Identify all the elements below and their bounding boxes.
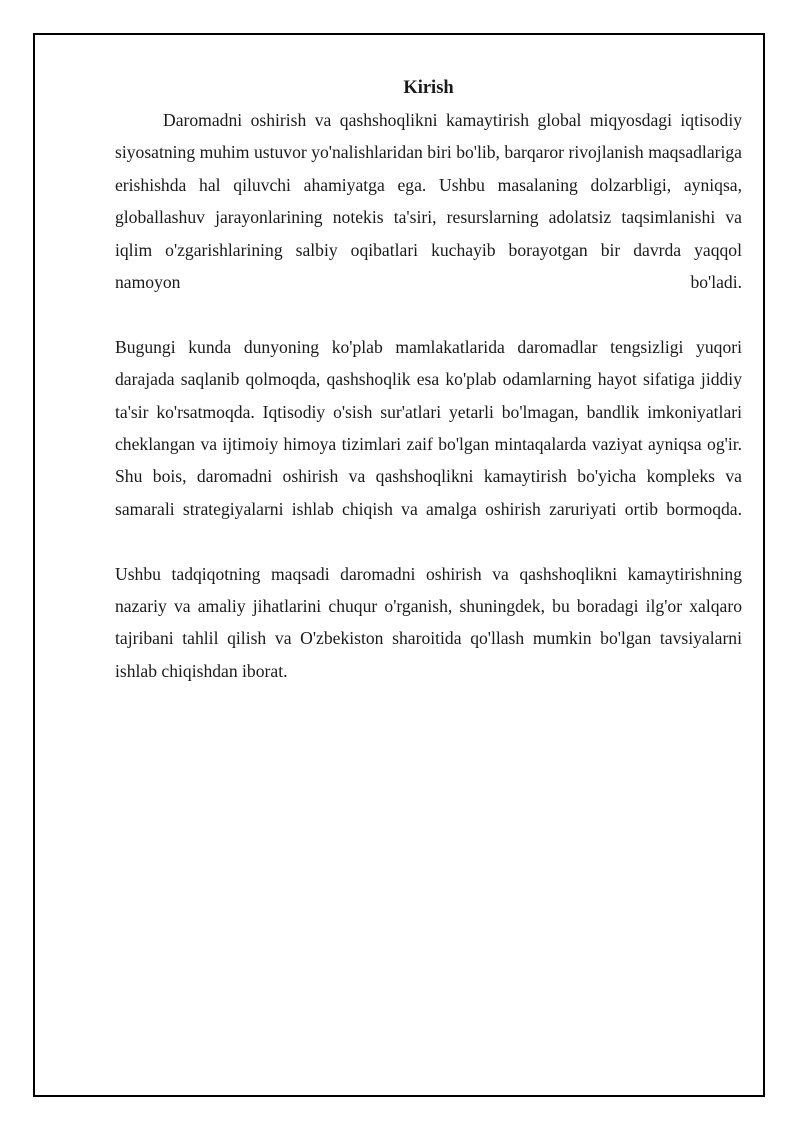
paragraph-spacer: [115, 298, 742, 330]
document-body: [115, 72, 742, 687]
document-title: Kirish: [403, 78, 454, 98]
paragraph-3: Ushbu tadqiqotning maqsadi daromadni oshirish va qashshoqlikni kamaytirishning nazariy va amaliy jihatlarini chuqur o'rganish, shuningdek, bu boradagi ilg'or xalqaro tajribani tahlil qilish va O'zbekiston sharoitida qo'llash mumkin bo'lgan tavsiyalarni ishlab chiqishdan iborat.: [115, 563, 742, 681]
paragraph-spacer: [115, 525, 742, 557]
paragraph-1: Daromadni oshirish va qashshoqlikni kamaytirish global miqyosdagi iqtisodiy siyosatning muhim ustuvor yo'nalishlaridan biri bo'lib, barqaror rivojlanish maqsadlariga erishishda hal qiluvchi ahamiyatga ega. Ushbu masalaning dolzarbligi, ayniqsa, globallashuv jarayonlarining notekis ta'siri, resurslarning adolatsiz taqsimlanishi va iqlim o'zgarishlarining salbiy oqibatlari kuchayib borayotgan bir davrda yaqqol namoyon bo'ladi.: [115, 110, 742, 293]
paragraph-2: Bugungi kunda dunyoning ko'plab mamlakatlarida daromadlar tengsizligi yuqori darajada saqlanib qolmoqda, qashshoqlik esa ko'plab odamlarning hayot sifatiga jiddiy ta'sir ko'rsatmoqda. Iqtisodiy o'sish sur'atlari yetarli bo'lmagan, bandlik imkoniyatlari cheklangan va ijtimoiy himoya tizimlari zaif bo'lgan mintaqalarda vaziyat ayniqsa og'ir. Shu bois, daromadni oshirish va qashshoqlikni kamaytirish bo'yicha kompleks va samarali strategiyalarni ishlab chiqish va amalga oshirish zaruriyati ortib bormoqda.: [115, 336, 742, 519]
